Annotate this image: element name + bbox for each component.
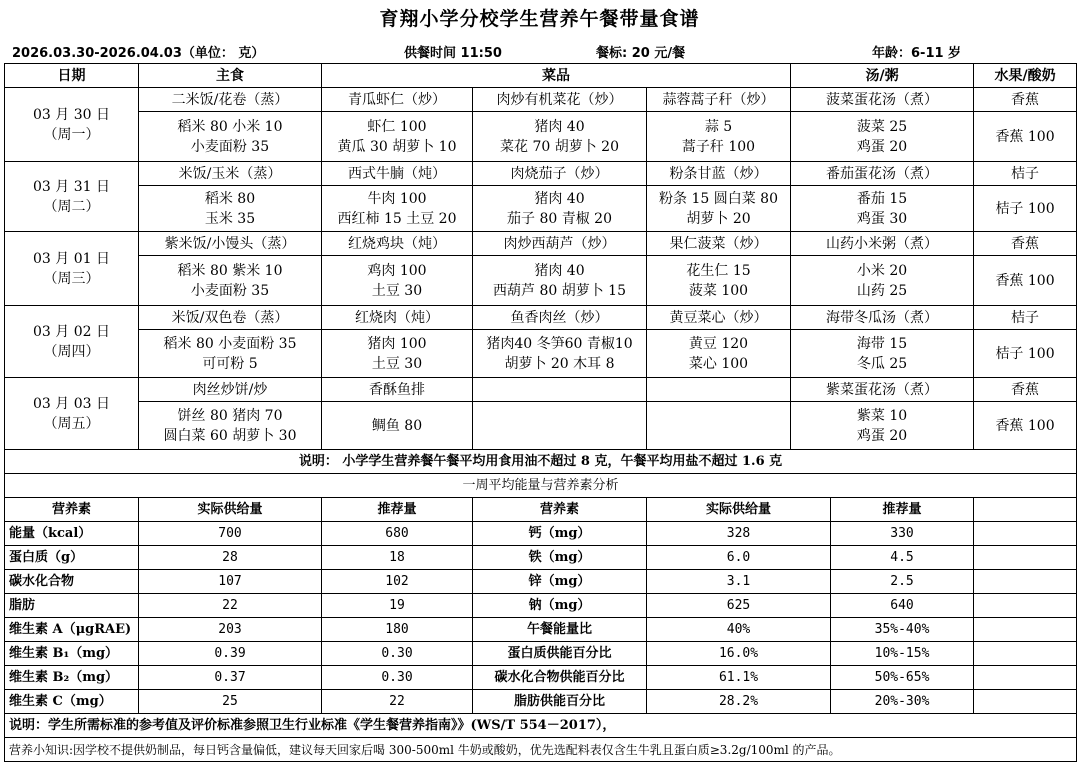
ingredient-line: 鲷鱼 80: [371, 417, 423, 434]
nutrient-row: [5, 546, 1077, 570]
footnote-row: [5, 714, 1077, 738]
nutrient-recommended: 18: [322, 546, 473, 570]
dish1-name: 青瓜虾仁（炒）: [322, 88, 473, 112]
nutrient-actual: 25: [139, 690, 322, 714]
soup-name: 海带冬瓜汤（煮）: [791, 306, 974, 330]
nutrient-name: 午餐能量比: [473, 618, 647, 642]
nutrient-header: 推荐量: [322, 498, 473, 522]
oil-note-row: [5, 450, 1077, 474]
ingredient-line: 蒿子秆 100: [681, 138, 756, 155]
soup-name: 番茄蛋花汤（煮）: [791, 162, 974, 186]
nutrient-actual: 22: [139, 594, 322, 618]
soup-name: 山药小米粥（煮）: [791, 232, 974, 256]
fruit-name: 香蕉: [974, 378, 1077, 402]
ingredient-line: 圆白菜 60 胡萝卜 30: [163, 427, 297, 444]
dish1-name: 西式牛腩（炖）: [322, 162, 473, 186]
staple-ingredients: [139, 112, 322, 162]
nutrient-name: 铁（mg）: [473, 546, 647, 570]
ingredient-line: 小麦面粉 35: [190, 138, 270, 155]
dish3-name: 黄豆菜心（炒）: [647, 306, 791, 330]
dish2-name: 鱼香肉丝（炒）: [473, 306, 647, 330]
ingredient-line: 小麦面粉 35: [190, 282, 270, 299]
ingredient-line: 土豆 30: [371, 282, 423, 299]
dish1-name: 红烧肉（炖）: [322, 306, 473, 330]
analysis-title: 一周平均能量与营养素分析: [5, 474, 1077, 498]
ingredient-line: 玉米 35: [204, 210, 256, 227]
age-range: 年龄：6-11 岁: [872, 46, 962, 61]
oil-salt-note: 说明： 小学学生营养餐午餐平均用食用油不超过 8 克，午餐平均用盐不超过 1.6 克: [5, 450, 1077, 474]
staple-name: 米饭/双色卷（蒸）: [139, 306, 322, 330]
ingredient-line: 黄豆 120: [688, 335, 749, 352]
nutrient-actual: 3.1: [647, 570, 831, 594]
ingredient-line: 菜心 100: [688, 355, 749, 372]
day-row-wed: [5, 232, 1077, 256]
ingredient-row-fri: [5, 402, 1077, 450]
menu-header-row: [5, 64, 1077, 88]
ingredient-line: 牛肉 100: [367, 190, 427, 207]
nutrient-recommended: 10%-15%: [831, 642, 974, 666]
date-cell: [5, 306, 139, 378]
staple-name: 米饭/玉米（蒸）: [139, 162, 322, 186]
ingredient-line: 猪肉40 冬笋60 青椒10: [486, 335, 633, 352]
nutrient-row: [5, 666, 1077, 690]
day-row-fri: [5, 378, 1077, 402]
date-label: 03 月 31 日: [33, 178, 110, 195]
fruit-ingredients: 香蕉 100: [974, 256, 1077, 306]
dish3-ingredients: [647, 330, 791, 378]
staple-name: 肉丝炒饼/炒: [139, 378, 322, 402]
staple-name: 紫米饭/小馒头（蒸）: [139, 232, 322, 256]
nutrient-recommended: 22: [322, 690, 473, 714]
ingredient-line: 胡萝卜 20: [686, 210, 751, 227]
ingredient-line: 菜花 70 胡萝卜 20: [500, 138, 619, 155]
nutrient-actual: 700: [139, 522, 322, 546]
weekday-label: （周五）: [43, 415, 100, 432]
header-fruit: 水果/酸奶: [974, 64, 1077, 88]
page-title: 育翔小学分校学生营养午餐带量食谱: [379, 8, 700, 30]
fruit-name: 香蕉: [974, 232, 1077, 256]
date-label: 03 月 01 日: [33, 250, 110, 267]
nutrient-recommended: 2.5: [831, 570, 974, 594]
nutrient-header: 实际供给量: [139, 498, 322, 522]
ingredient-line: 稻米 80 紫米 10: [177, 262, 283, 279]
ingredient-line: 胡萝卜 20 木耳 8: [504, 355, 615, 372]
nutrient-actual: 6.0: [647, 546, 831, 570]
nutrient-row: [5, 570, 1077, 594]
dish2-name: 肉炒有机菜花（炒）: [473, 88, 647, 112]
footnote-row: [5, 738, 1077, 762]
fruit-name: 香蕉: [974, 88, 1077, 112]
staple-ingredients: [139, 186, 322, 232]
dish1-ingredients: [322, 256, 473, 306]
date-label: 03 月 03 日: [33, 395, 110, 412]
header-staple: 主食: [139, 64, 322, 88]
ingredient-line: 可可粉 5: [202, 355, 258, 372]
ingredient-line: 冬瓜 25: [856, 355, 908, 372]
dish2-ingredients: [473, 186, 647, 232]
soup-name: 紫菜蛋花汤（煮）: [791, 378, 974, 402]
nutrient-row: [5, 642, 1077, 666]
ingredient-line: 饼丝 80 猪肉 70: [177, 407, 283, 424]
empty-cell: [974, 690, 1077, 714]
date-cell: [5, 378, 139, 450]
ingredient-row-wed: [5, 256, 1077, 306]
dish1-ingredients: [322, 402, 473, 450]
nutrient-actual: 107: [139, 570, 322, 594]
nutrient-recommended: 180: [322, 618, 473, 642]
weekday-label: （周三）: [43, 270, 100, 287]
ingredient-line: 稻米 80 小麦面粉 35: [163, 335, 297, 352]
empty-cell: [974, 522, 1077, 546]
soup-ingredients: [791, 256, 974, 306]
nutrient-actual: 0.37: [139, 666, 322, 690]
meal-time: 供餐时间 11:50: [404, 46, 502, 61]
fruit-ingredients: 香蕉 100: [974, 402, 1077, 450]
nutrient-actual: 28: [139, 546, 322, 570]
empty-cell: [974, 594, 1077, 618]
ingredient-line: 稻米 80: [204, 190, 256, 207]
weekday-label: （周二）: [43, 198, 100, 215]
dish3-name: 粉条甘蓝（炒）: [647, 162, 791, 186]
soup-ingredients: [791, 402, 974, 450]
staple-ingredients: [139, 256, 322, 306]
nutrient-name: 蛋白质供能百分比: [473, 642, 647, 666]
dish3-name: 果仁菠菜（炒）: [647, 232, 791, 256]
nutrient-name: 钠（mg）: [473, 594, 647, 618]
nutrient-row: [5, 690, 1077, 714]
soup-ingredients: [791, 112, 974, 162]
day-row-tue: [5, 162, 1077, 186]
nutrient-name: 碳水化合物: [5, 570, 139, 594]
ingredient-line: 茄子 80 青椒 20: [507, 210, 612, 227]
dish3-ingredients: [647, 256, 791, 306]
ingredient-line: 海带 15: [856, 335, 908, 352]
nutrient-recommended: 102: [322, 570, 473, 594]
nutrient-name: 维生素 B₁（mg）: [5, 642, 139, 666]
analysis-title-row: [5, 474, 1077, 498]
nutrient-actual: 16.0%: [647, 642, 831, 666]
dish2-ingredients: [473, 256, 647, 306]
nutrient-header: 实际供给量: [647, 498, 831, 522]
dish2-name: 肉炒西葫芦（炒）: [473, 232, 647, 256]
nutrient-name: 钙（mg）: [473, 522, 647, 546]
ingredient-line: 小米 20: [856, 262, 908, 279]
fruit-ingredients: 桔子 100: [974, 330, 1077, 378]
day-row-thu: [5, 306, 1077, 330]
fruit-ingredients: 香蕉 100: [974, 112, 1077, 162]
weekday-label: （周四）: [43, 343, 100, 360]
fruit-ingredients: 桔子 100: [974, 186, 1077, 232]
date-cell: [5, 162, 139, 232]
nutrient-recommended: 20%-30%: [831, 690, 974, 714]
ingredient-line: 鸡蛋 30: [856, 210, 908, 227]
dish2-name: 肉烧茄子（炒）: [473, 162, 647, 186]
meal-price: 餐标: 20 元/餐: [596, 46, 686, 61]
ingredient-line: 猪肉 40: [534, 262, 585, 279]
nutrient-header: 推荐量: [831, 498, 974, 522]
nutrient-row: [5, 522, 1077, 546]
dish3-ingredients: [647, 186, 791, 232]
ingredient-line: 稻米 80 小米 10: [177, 118, 283, 135]
dish2-ingredients: [473, 402, 647, 450]
nutrient-name: 能量（kcal）: [5, 522, 139, 546]
date-label: 03 月 30 日: [33, 106, 110, 123]
fruit-name: 桔子: [974, 162, 1077, 186]
dish1-name: 红烧鸡块（炖）: [322, 232, 473, 256]
nutrient-recommended: 50%-65%: [831, 666, 974, 690]
nutrient-recommended: 330: [831, 522, 974, 546]
ingredient-row-tue: [5, 186, 1077, 232]
ingredient-line: 粉条 15 圆白菜 80: [659, 190, 778, 207]
dish1-ingredients: [322, 186, 473, 232]
ingredient-line: 山药 25: [856, 282, 908, 299]
nutrient-actual: 0.39: [139, 642, 322, 666]
nutrient-actual: 28.2%: [647, 690, 831, 714]
empty-cell: [974, 666, 1077, 690]
date-cell: [5, 88, 139, 162]
soup-name: 菠菜蛋花汤（煮）: [791, 88, 974, 112]
nutrient-name: 脂肪: [5, 594, 139, 618]
nutrient-name: 锌（mg）: [473, 570, 647, 594]
nutrient-recommended: 0.30: [322, 666, 473, 690]
nutrient-name: 脂肪供能百分比: [473, 690, 647, 714]
empty-cell: [974, 642, 1077, 666]
soup-ingredients: [791, 186, 974, 232]
ingredient-row-mon: [5, 112, 1077, 162]
nutrient-name: 维生素 C（mg）: [5, 690, 139, 714]
header-soup: 汤/粥: [791, 64, 974, 88]
dish2-name: [473, 378, 647, 402]
ingredient-line: 菠菜 100: [688, 282, 749, 299]
dish2-ingredients: [473, 112, 647, 162]
ingredient-line: 猪肉 40: [534, 190, 585, 207]
standard-footnote: 说明：学生所需标准的参考值及评价标准参照卫生行业标准《学生餐营养指南》》(WS/T 554－2017），: [5, 714, 1077, 738]
nutrient-actual: 40%: [647, 618, 831, 642]
nutrient-header: 营养素: [5, 498, 139, 522]
header-date: 日期: [5, 64, 139, 88]
nutrient-actual: 328: [647, 522, 831, 546]
empty-cell: [974, 570, 1077, 594]
ingredient-line: 猪肉 40: [534, 118, 585, 135]
nutrient-actual: 61.1%: [647, 666, 831, 690]
nutrient-recommended: 0.30: [322, 642, 473, 666]
nutrient-header: 营养素: [473, 498, 647, 522]
date-range-unit: 2026.03.30-2026.04.03（单位： 克）: [12, 46, 265, 61]
ingredient-line: 西葫芦 80 胡萝卜 15: [493, 282, 626, 299]
nutrient-actual: 203: [139, 618, 322, 642]
ingredient-line: 菠菜 25: [856, 118, 908, 135]
nutrient-recommended: 35%-40%: [831, 618, 974, 642]
dish1-name: 香酥鱼排: [322, 378, 473, 402]
ingredient-line: 西红柿 15 土豆 20: [337, 210, 457, 227]
menu-table: [4, 63, 1077, 762]
ingredient-line: 黄瓜 30 胡萝卜 10: [337, 138, 457, 155]
nutrient-recommended: 640: [831, 594, 974, 618]
nutrient-name: 维生素 B₂（mg）: [5, 666, 139, 690]
ingredient-row-thu: [5, 330, 1077, 378]
soup-ingredients: [791, 330, 974, 378]
staple-ingredients: [139, 402, 322, 450]
nutrient-recommended: 680: [322, 522, 473, 546]
ingredient-line: 猪肉 100: [367, 335, 427, 352]
ingredient-line: 蒜 5: [704, 118, 733, 135]
dish3-name: 蒜蓉蒿子秆（炒）: [647, 88, 791, 112]
nutrient-name: 维生素 A（μgRAE): [5, 618, 139, 642]
fruit-name: 桔子: [974, 306, 1077, 330]
dish2-ingredients: [473, 330, 647, 378]
ingredient-line: 虾仁 100: [367, 118, 427, 135]
staple-ingredients: [139, 330, 322, 378]
date-cell: [5, 232, 139, 306]
nutrient-actual: 625: [647, 594, 831, 618]
dish1-ingredients: [322, 112, 473, 162]
empty-cell: [974, 546, 1077, 570]
ingredient-line: 鸡蛋 20: [856, 427, 908, 444]
nutrition-tip: 营养小知识:因学校不提供奶制品，每日钙含量偏低，建议每天回家后喝 300-500ml 牛奶或酸奶，优先选配料表仅含生牛乳且蛋白质≥3.2g/100ml 的产品。: [5, 738, 1077, 762]
nutrient-row: [5, 618, 1077, 642]
ingredient-line: 鸡肉 100: [367, 262, 427, 279]
header-dishes: 菜品: [322, 64, 791, 88]
nutrient-header-row: [5, 498, 1077, 522]
nutrient-name: 蛋白质（g）: [5, 546, 139, 570]
ingredient-line: 鸡蛋 20: [856, 138, 908, 155]
empty-cell: [974, 498, 1077, 522]
dish3-name: [647, 378, 791, 402]
ingredient-line: 土豆 30: [371, 355, 423, 372]
empty-cell: [974, 618, 1077, 642]
dish3-ingredients: [647, 112, 791, 162]
nutrient-recommended: 19: [322, 594, 473, 618]
dish3-ingredients: [647, 402, 791, 450]
dish1-ingredients: [322, 330, 473, 378]
nutrient-row: [5, 594, 1077, 618]
date-label: 03 月 02 日: [33, 323, 110, 340]
weekday-label: （周一）: [43, 126, 100, 143]
staple-name: 二米饭/花卷（蒸）: [139, 88, 322, 112]
ingredient-line: 番茄 15: [856, 190, 908, 207]
day-row-mon: [5, 88, 1077, 112]
nutrient-name: 碳水化合物供能百分比: [473, 666, 647, 690]
ingredient-line: 花生仁 15: [686, 262, 751, 279]
nutrient-recommended: 4.5: [831, 546, 974, 570]
ingredient-line: 紫菜 10: [856, 407, 908, 424]
